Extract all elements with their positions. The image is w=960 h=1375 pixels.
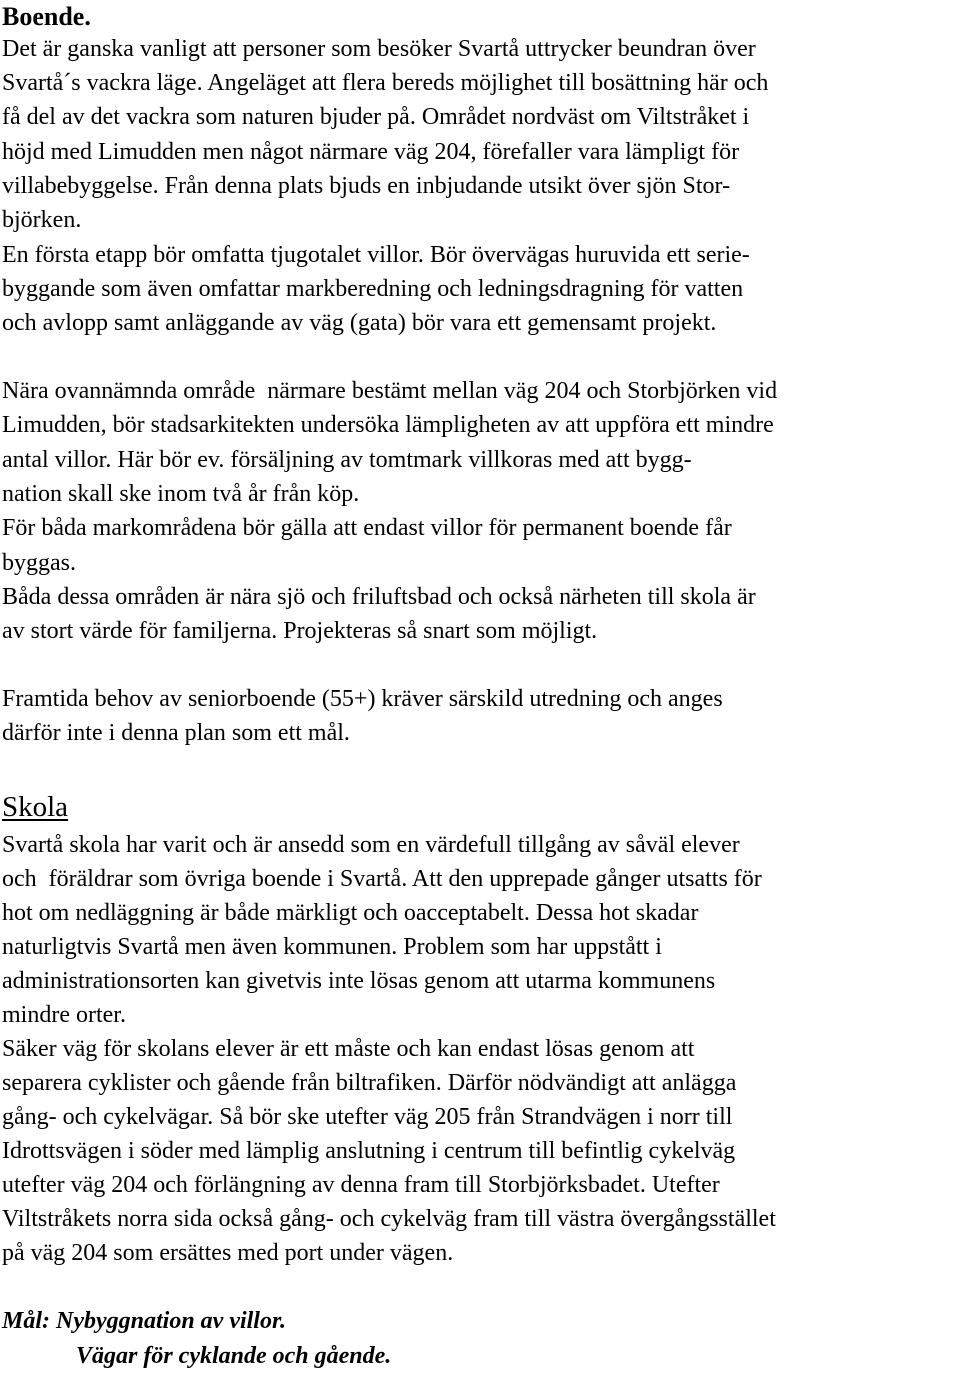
skola-line-6: mindre orter. <box>2 1002 126 1028</box>
skola-line-2: och föräldrar som övriga boende i Svartå. Att den upprepade gånger utsatts för <box>2 866 762 892</box>
boende-line-3: få del av det vackra som naturen bjuder på. Området nordväst om Viltstråket i <box>2 104 750 130</box>
boende-line-13: nation skall ske inom två år från köp. <box>2 481 360 507</box>
skola-line-9: gång- och cykelvägar. Så bör ske utefter väg 205 från Strandvägen i norr till <box>2 1104 733 1130</box>
boende-line-18: Framtida behov av seniorboende (55+) kräver särskild utredning och anges <box>2 686 723 712</box>
skola-line-13: på väg 204 som ersättes med port under vägen. <box>2 1240 454 1266</box>
skola-line-4: naturligtvis Svartå men även kommunen. Problem som har uppstått i <box>2 934 662 960</box>
boende-line-10: Nära ovannämnda område närmare bestämt mellan väg 204 och Storbjörken vid <box>2 378 778 404</box>
boende-line-12: antal villor. Här bör ev. försäljning av tomtmark villkoras med att bygg- <box>2 447 692 473</box>
boende-line-1: Det är ganska vanligt att personer som besöker Svartå uttrycker beundran över <box>2 36 756 62</box>
boende-line-14: För båda markområdena bör gälla att endast villor för permanent boende får <box>2 515 732 541</box>
skola-line-3: hot om nedläggning är både märkligt och oacceptabelt. Dessa hot skadar <box>2 900 699 926</box>
skola-line-1: Svartå skola har varit och är ansedd som en värdefull tillgång av såväl elever <box>2 832 740 858</box>
skola-line-5: administrationsorten kan givetvis inte lösas genom att utarma kommunens <box>2 968 716 994</box>
boende-line-7: En första etapp bör omfatta tjugotalet villor. Bör övervägas huruvida ett serie- <box>2 242 750 268</box>
boende-line-11: Limudden, bör stadsarkitekten undersöka lämpligheten av att uppföra ett mindre <box>2 412 774 438</box>
boende-line-4: höjd med Limudden men något närmare väg 204, förefaller vara lämpligt för <box>2 139 740 165</box>
skola-line-7: Säker väg för skolans elever är ett måste och kan endast lösas genom att <box>2 1036 695 1062</box>
boende-line-16: Båda dessa områden är nära sjö och friluftsbad och också närheten till skola är <box>2 584 756 610</box>
section-heading-boende: Boende. <box>2 2 91 31</box>
section-heading-skola: Skola <box>2 791 69 823</box>
boende-line-9: och avlopp samt anläggande av väg (gata) bör vara ett gemensamt projekt. <box>2 310 717 336</box>
goal-line-1: Mål: Nybyggnation av villor. <box>2 1308 286 1334</box>
boende-line-19: därför inte i denna plan som ett mål. <box>2 720 350 746</box>
skola-line-12: Viltstråkets norra sida också gång- och cykelväg fram till västra övergångsstället <box>2 1206 776 1232</box>
goal-line-2: Vägar för cyklande och gående. <box>76 1343 392 1369</box>
skola-line-11: utefter väg 204 och förlängning av denna fram till Storbjörksbadet. Utefter <box>2 1172 720 1198</box>
boende-line-8: byggande som även omfattar markberedning och ledningsdragning för vatten <box>2 276 744 302</box>
boende-line-5: villabebyggelse. Från denna plats bjuds en inbjudande utsikt över sjön Stor- <box>2 173 731 199</box>
boende-line-17: av stort värde för familjerna. Projekteras så snart som möjligt. <box>2 618 598 644</box>
boende-line-2: Svartå´s vackra läge. Angeläget att flera bereds möjlighet till bosättning här och <box>2 70 769 96</box>
boende-line-15: byggas. <box>2 550 76 576</box>
boende-line-6: björken. <box>2 207 82 233</box>
skola-line-10: Idrottsvägen i söder med lämplig anslutning i centrum till befintlig cykelväg <box>2 1138 736 1164</box>
skola-line-8: separera cyklister och gående från biltrafiken. Därför nödvändigt att anlägga <box>2 1070 737 1096</box>
